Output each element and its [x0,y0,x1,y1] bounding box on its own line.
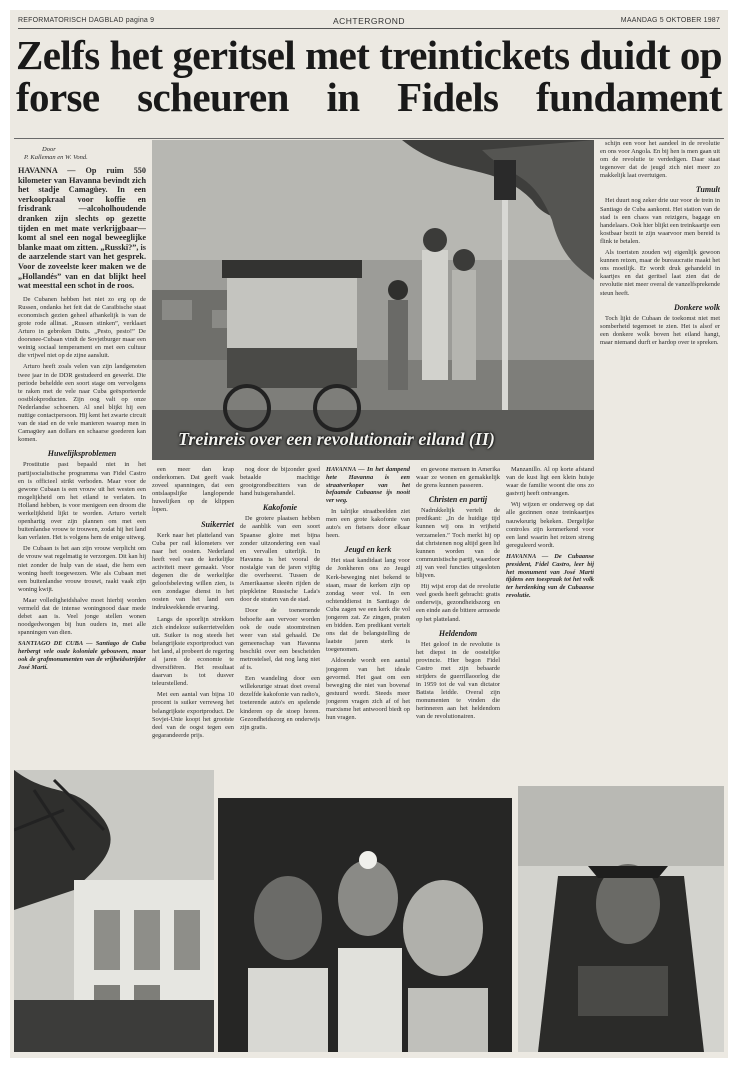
headline: Zelfs het geritsel met treintickets duidt op forse scheuren in Fidels fundament [16,32,722,120]
paragraph: Hij wijst erop dat de revolutie veel goeds heeft gebracht: gratis onderwijs, gezondheidszorg en een einde aan de bittere armoede op het platteland. [416,583,500,623]
photo-castro [518,786,724,1052]
masthead-paper-name: REFORMATORISCH DAGBLAD pagina 9 [18,17,155,24]
paragraph: In talrijke straatbeelden ziet men een grote kakofonie van auto's en fietsers door elkaar heen. [326,507,410,540]
article-column-7 [600,140,720,780]
article-column-3 [240,466,320,758]
paragraph: De Cubanen hebben het niet zo erg op de Russen, ondanks het feit dat de Caraïbische staat economisch gezien geheel afhankelijk is van de grote rode allinat. „Russen stinken”, verklaart Arturo in gebroken Duits. „Pesto, pesto!” De doorsnee-Cubaan vindt de Sovjetburger maar een weinig sociaal temperament en met een cultuur die vrijwel niet op de zijne aansluit. [18,295,146,360]
paragraph: Wij wijzen er onderweg op dat alle gezinnen onze treinkaartjes nauwkeurig bekeken. Dergelijke controles zijn kenmerkend voor een land waarin het reizen streng gereguleerd wordt. [506,501,594,549]
paragraph: De grotere plaatsen hebben de aanblik van een soort Spaanse gloire met bijna zonder uitzondering een vaal en vervallen uiterlijk. In Havanna is het vooral de nostalgie van de jaren vijftig die overheerst. Tussen de Amerikaanse sleeën rijden de piepkleine Russische Lada's door de straten van de stad. [240,515,320,604]
paragraph: Aldoende wordt een aantal jongeren van het ideale gevormd. Het gaat om een beweging die niet van bovenaf gestuurd wordt. Steeds meer jongeren vragen zich af of het marxisme het antwoord biedt op hun vragen. [326,657,410,722]
paragraph: Nadrukkelijk vertelt de predikant: „In de huidige tijd kunnen wij ons in vrijheid verzamelen.” Toch merkt hij op dat christenen nog altijd geen lid kunnen worden van de communistische partij, waardoor zij van veel functies uitgesloten blijven. [416,507,500,580]
paragraph: nog door de bijzonder goed betaalde machtige grootgrondbezitters van de hand huisgenshandel. [240,466,320,498]
photo-castro-image [518,786,724,1052]
paragraph: Manzanillo. Al op korte afstand van de kust ligt een klein huisje waar de familie woont die ons zo gastvrij heeft ontvangen. [506,466,594,498]
photo-children-image [218,798,512,1052]
paragraph: Met een aantal van bijna 10 procent is suiker verreweg het belangrijkste exportproduct. De Sovjet-Unie koopt het grootste deel van de oogst tegen een gegarandeerde prijs. [152,691,234,739]
masthead-section: ACHTERGROND [332,16,406,26]
paragraph: Het geloof in de revolutie is het diepst in de oostelijke provincie. Hier begon Fidel Castro met zijn bebaarde strijders de guerrillaoorlog die in 1959 tot de val van dictator Batista leidde. Overal zijn monumenten te vinden die herinneren aan het heldendom van de revolutionairen. [416,640,500,721]
article-column-5 [416,466,500,792]
main-photo-image [152,140,594,460]
article-column-2 [152,466,234,758]
newspaper-page [10,10,728,1058]
photo-caption-ijsverkoper: HAVANNA — In het dampend hete Havanna is een straatverkoper van het befaamde Cubaanse ijs nooit ver weg. [326,466,410,505]
subheading-kakofonie: Kakofonie [262,503,298,513]
paragraph: Toch lijkt de Cubaan de toekomst niet met somberheid tegemoet te zien. Het is alsof er een donkere wolk boven het eiland hangt, maar niemand durft er hardop over te spreken. [600,314,720,346]
subheading-tumult: Tumult [695,185,720,195]
paragraph: Door de toenemende behoefte aan vervoer worden ook de oude stoomtreinen weer van stal gehaald. De gemeenschap van Havanna beschikt over een bescheiden metrostelsel, dat nog lang niet af is. [240,607,320,672]
divider [14,138,724,139]
photo-series-title: Treinreis over een revolutionair eiland (II) [178,429,495,449]
photo-santiago-building [14,770,214,1052]
paragraph: Prostitutie past bepaald niet in het partijsocialistische programma van Fidel Castro en is officieel strikt verboden. Maar voor de gewone Cubaan is een vrouw uit het westen een mogelijkheid om het eiland te verlaten. In Holland hebben, is voor menigeen een droom die werkelijkheid lijkt te worden. Arturo vertelt openhartig over zijn plannen om met een buitenlandse vrouw te trouwen, zodat hij het land kan verlaten. Het is volgens hem de enige uitweg. [18,461,146,542]
byline [18,146,146,161]
article-column-6 [506,466,594,792]
paragraph: een meer dan krap onderkomen. Dat geeft vaak zoveel spanningen, dat een ontslaapslijke langlopende huwelijken op de klippen lopen. [152,466,234,514]
paragraph: Als toeristen zouden wij eigenlijk gewoon kunnen reizen, maar de bureaucratie maakt het ons moeilijk. Er wordt druk gehandeld in kaartjes en dat geritsel laat zien dat de revolutie niet meer overal de vanzelfsprekende steun heeft. [600,249,720,297]
subheading-jeugd-en-kerk: Jeugd en kerk [344,545,392,555]
paragraph: Langs de spoorlijn strekken zich eindeloze suikerrietvelden uit. Suiker is nog steeds het belangrijkste exportproduct van het land, al probeert de regering al jaren de economie te diversifiëren. Het resultaat daarvan is tot dusver teleurstellend. [152,615,234,688]
subheading-suikerriet: Suikerriet [201,519,234,529]
article-column-1 [18,146,146,770]
masthead [18,16,720,29]
paragraph: Een wandeling door een willekeurige straat doet overal dezelfde kakofonie van radio's, toeterende auto's en spelende kinderen op de stoep horen. Gezondheidszorg en onderwijs zijn gratis. [240,675,320,731]
lead-paragraph: HAVANNA — Op ruim 550 kilometer van Havanna bevindt zich het stadje Camagüey. In een verkoopkraal voor koffie en frisdrank —alcoholhoudende dranken zijn slechts op gezette tijden en met mate verkrijgbaar— komt al snel een nogal beweeglijke blanke maat om zitten. „Russki?”, is de aarzelende start van het gesprek. Voor de zoveelste keer maken we de „Hollandés” van en dat blijkt heel wat meesttal een schot in de roos. [18,166,146,291]
subheading-donkere-wolk: Donkere wolk [674,302,720,312]
main-photo-street-vendor [152,140,594,460]
paragraph: Arturo heeft zoals velen van zijn landgenoten twee jaar in de DDR gestudeerd en gewerkt. Die periode beheldde een soort stage om vervolgens te raken met de vele naar Cuba geëxporteerde oostblokproducten. Zijn oog valt op onze Nederlandse schoenen. Al snel blijkt hij een nuttige contactpersoon. Hij kent het zwarte circuit van de stad en de vele manieren waarop men in Camagüey aan dollars en schaarse goederen kan komen. [18,363,146,444]
subheading-heldendom: Heldendom [438,628,478,638]
photo-caption-santiago: SANTIAGO DE CUBA — Santiago de Cuba herbergt vele oude koloniale gebouwen, maar ook de grafmonumenten van de vrijheidsstrijder José Martí. [18,640,146,671]
subheading-christen-en-partij: Christen en partij [428,495,488,505]
paragraph: Maar volledigheidshalve moet hierbij worden vermeld dat de intense woningnood daar mede debet aan is. Veel jonge stellen wonen noodgedwongen bij hun ouders in, met alle spanningen van dien. [18,596,146,637]
photo-caption-castro: HAVANNA — De Cubaanse president, Fidel Castro, leer bij het monument van José Martí tijdens een toespraak tot het volk ter herdenking van de Cubaanse revolutie. [506,552,594,599]
byline-door: Door [42,146,56,153]
paragraph: schijn een voor het aandeel in de revolutie en ons voor Angola. En bij hen is men gaan uit om de revolutie te verdedigen. Daar staat tegenover dat de jeugd zich niet meer zo makkelijk laat overtuigen. [600,140,720,180]
paragraph: en gewone mensen in Amerika waar ze wonen en gemakkelijk de grens kunnen passeren. [416,466,500,490]
paragraph: Het staat kandidaat lang voor de Jonkheren ons zo Jeugd Kerk-beweging niet bekend te staan, maar de kerken zijn op zondag weer vol. In een ochtenddienst in Santiago de Cuba zagen we een kerk die vol jongeren zat. Ze zingen, praten en bidden. Een predikant vertelt ons dat de belangstelling de laatste jaren sterk is toegenomen. [326,557,410,654]
subheading-huwelijksproblemen: Huwelijksproblemen [47,449,117,459]
article-column-4 [326,466,410,792]
paragraph: Kerk naar het platteland van Cuba per rail kilometers ver naar het oosten. Nederland heeft veel van de kerkelijke activiteit meer gemaakt. Voor degenen die de werkelijke geloofsbeleving willen zien, is een zondagse dienst in het oosten van het land een indrukwekkende ervaring. [152,531,234,612]
photo-children [218,798,512,1052]
paragraph: De Cubaan is het aan zijn vrouw verplicht om de vrouw wat regelmatig te verzorgen. Dit kan hij niet zonder de hulp van de staat, die hem een woning heeft toegewezen. Wie als Cubaan met een buitenlandse vrouw trouwt, raakt vaak zijn woning kwijt. [18,545,146,593]
byline-authors: P. Kalleman en W. Vond. [24,153,88,161]
paragraph: Het duurt nog zeker drie uur voor de trein in Santiago de Cuba aankomt. Het station van de stad is een chaos van reizigers, bagage en handelaars. Ook hier blijkt een treinkaartje een kostbaar bezit te zijn waarvoor men bereid is flink te betalen. [600,197,720,245]
photo-santiago-image [14,770,214,1052]
masthead-date: MAANDAG 5 OKTOBER 1987 [620,17,720,24]
